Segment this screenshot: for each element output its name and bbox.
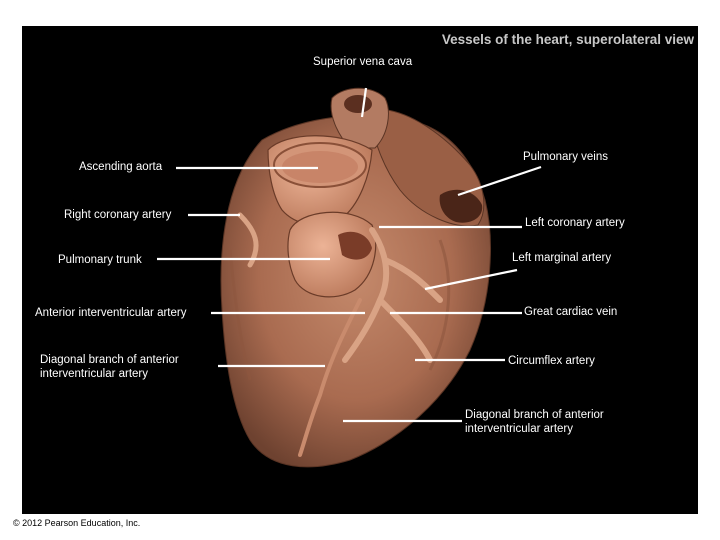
label-left-coronary-artery: Left coronary artery	[525, 217, 625, 229]
figure-title: Vessels of the heart, superolateral view	[441, 32, 694, 47]
label-pulmonary-trunk: Pulmonary trunk	[58, 254, 142, 266]
label-diagonal-branch-right-line1: Diagonal branch of anterior	[465, 409, 604, 421]
label-right-coronary-artery: Right coronary artery	[64, 209, 172, 221]
label-anterior-interventricular-artery: Anterior interventricular artery	[35, 307, 187, 319]
label-diagonal-branch-left-line1: Diagonal branch of anterior	[40, 354, 179, 366]
label-left-marginal-artery: Left marginal artery	[512, 252, 612, 264]
copyright-notice: © 2012 Pearson Education, Inc.	[13, 518, 141, 528]
label-diagonal-branch-right	[465, 408, 604, 436]
label-great-cardiac-vein: Great cardiac vein	[524, 306, 618, 318]
label-diagonal-branch-right-line2: interventricular artery	[465, 423, 574, 435]
label-diagonal-branch-left	[40, 353, 179, 381]
label-pulmonary-veins: Pulmonary veins	[523, 151, 609, 163]
label-diagonal-branch-left-line2: interventricular artery	[40, 368, 149, 380]
label-ascending-aorta: Ascending aorta	[79, 161, 163, 173]
label-circumflex-artery: Circumflex artery	[508, 355, 595, 367]
label-superior-vena-cava: Superior vena cava	[313, 56, 413, 68]
